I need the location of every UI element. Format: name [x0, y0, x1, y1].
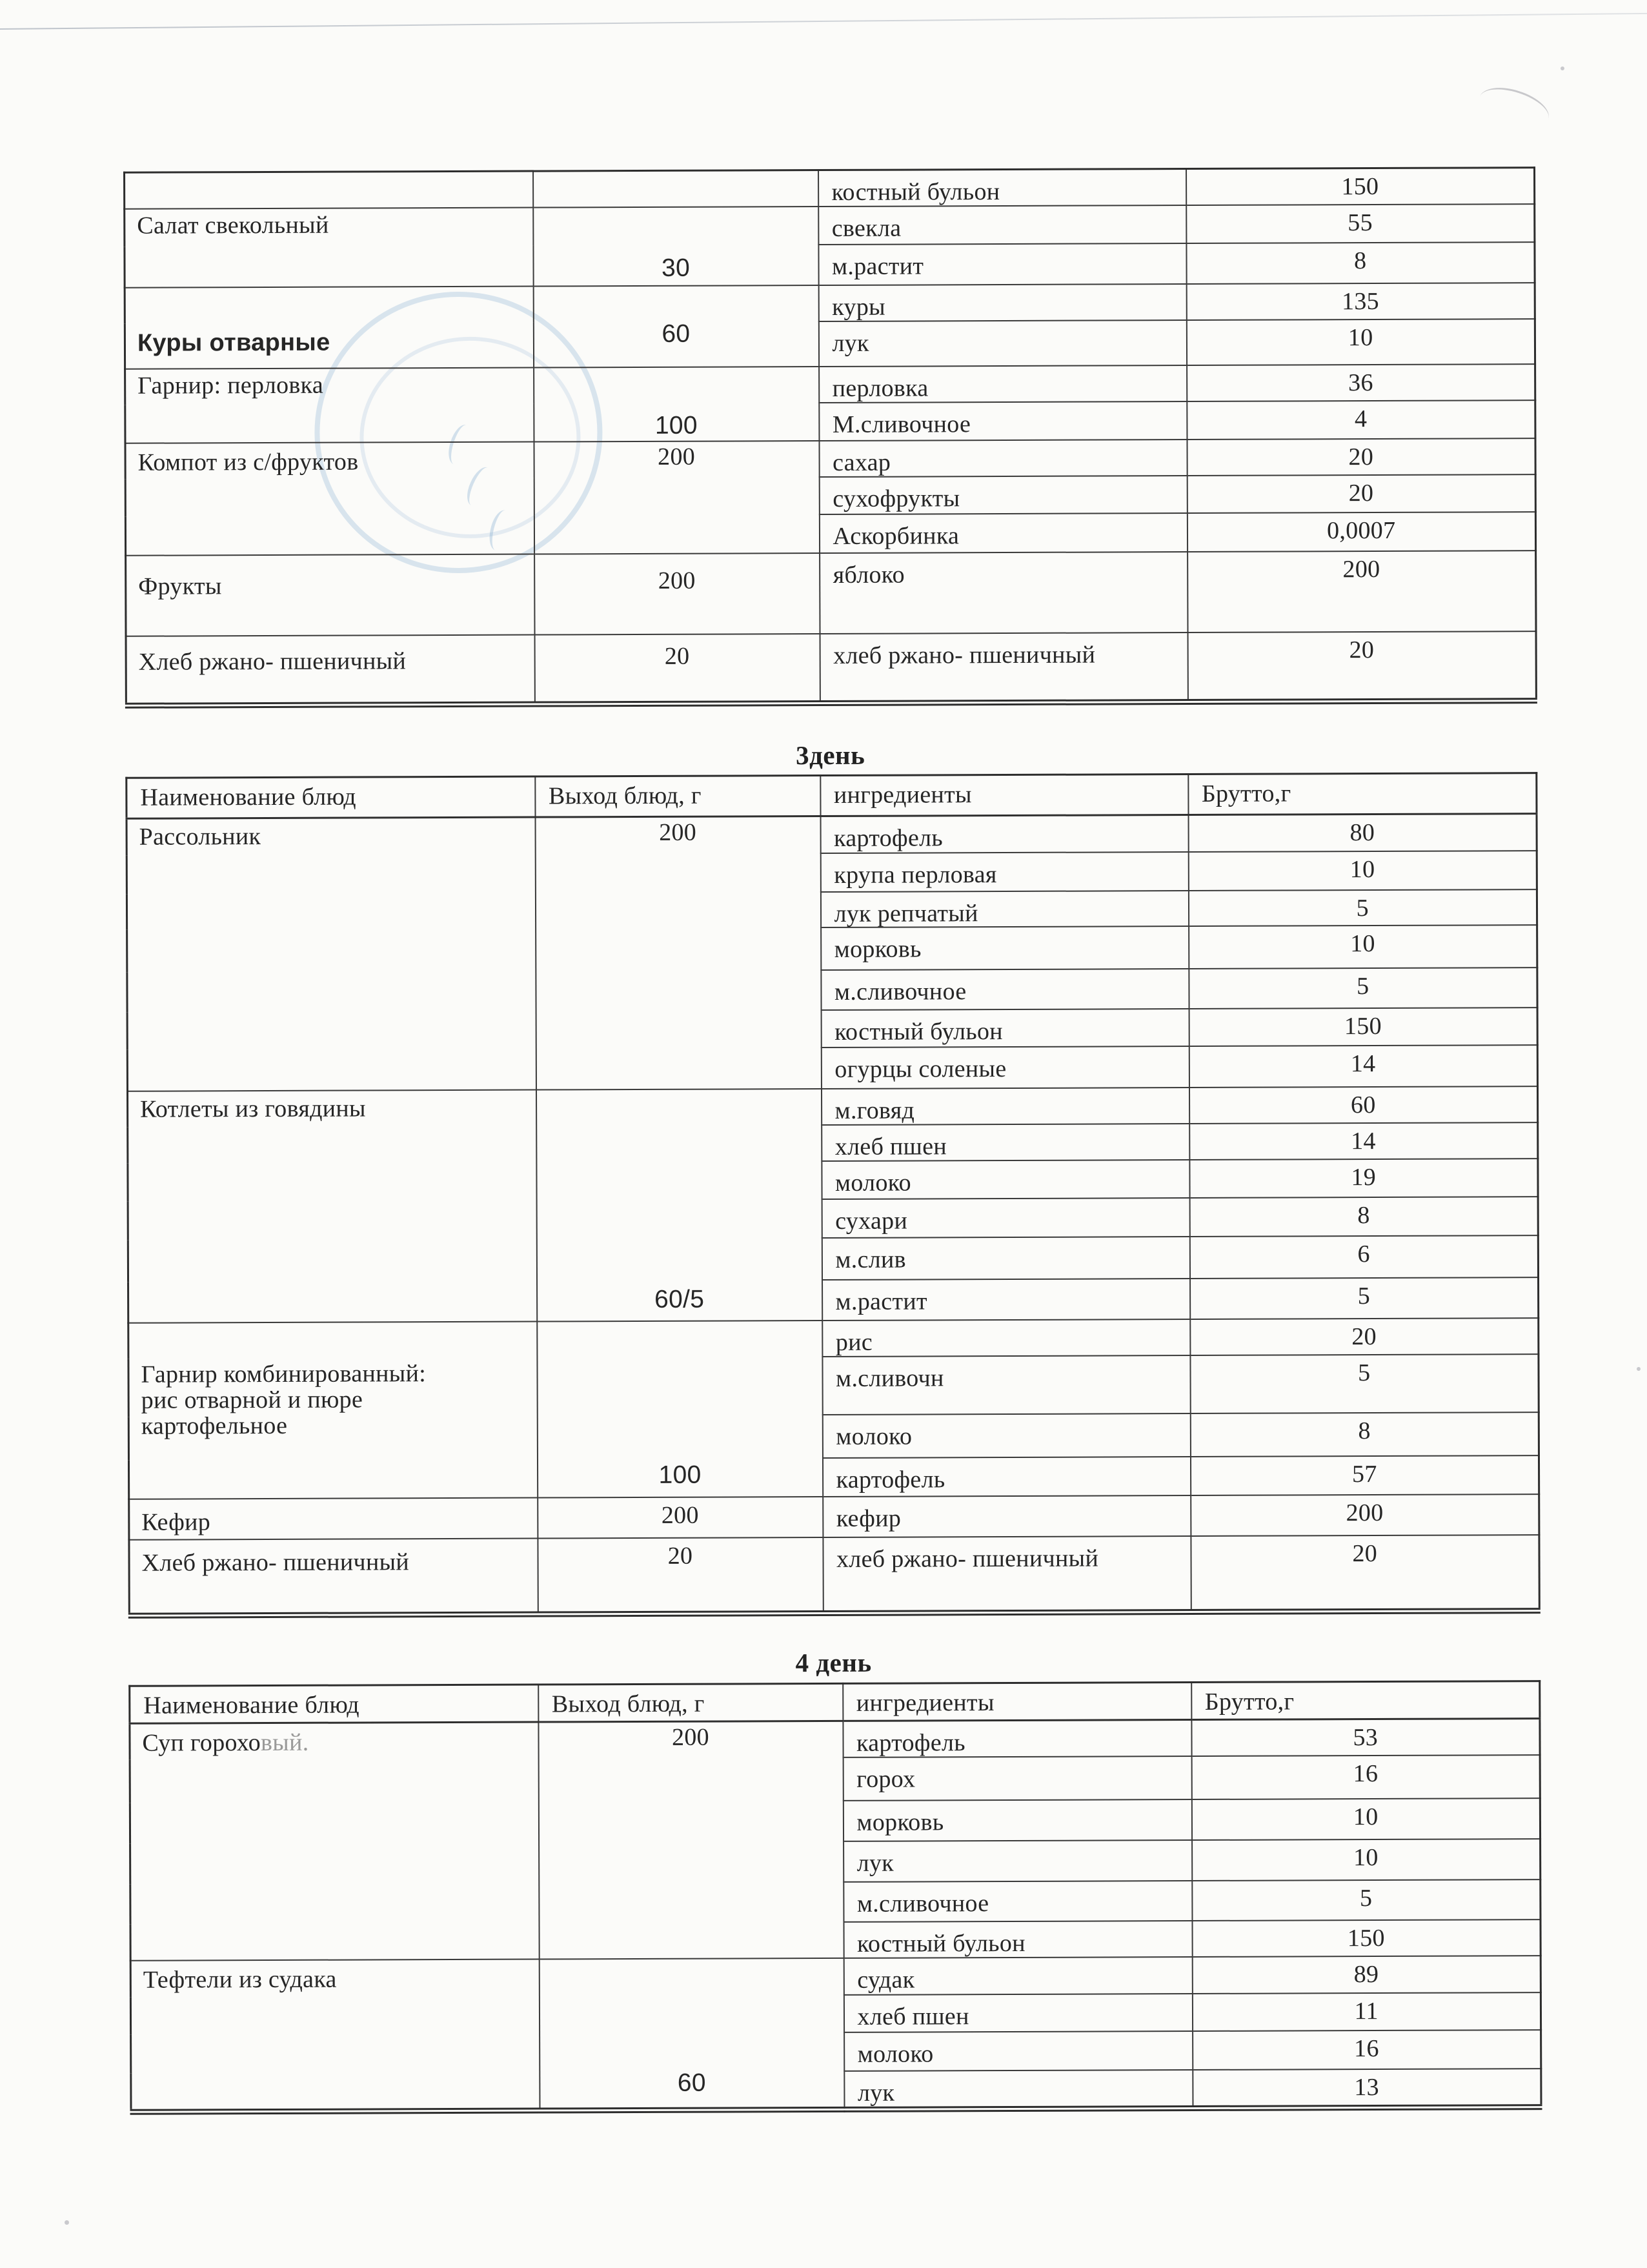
ingredient-cell	[818, 169, 1186, 207]
day-title: 4 день	[795, 1647, 872, 1678]
table-row	[130, 1719, 1540, 1760]
value-cell	[1192, 1992, 1541, 2031]
output-value: 20	[667, 1542, 693, 1570]
output-value: 200	[671, 1723, 710, 1751]
ingredient-name: м.сливочн	[835, 1364, 944, 1393]
ingredient-cell	[818, 205, 1186, 245]
brutto-value: 135	[1341, 287, 1380, 316]
ingredient-cell	[818, 320, 1186, 367]
dish-cell	[126, 554, 534, 636]
ingredient-cell	[820, 852, 1188, 892]
ingredient-name: хлеб ржано- пшеничный	[836, 1544, 1099, 1574]
value-cell	[1186, 204, 1535, 243]
column-header: Выход блюд, г	[538, 1683, 843, 1722]
output-value: 60	[677, 2069, 706, 2097]
brutto-value: 20	[1351, 1323, 1377, 1351]
brutto-value: 16	[1354, 2034, 1379, 2062]
dish-name: Гарнир: перловка	[137, 371, 324, 400]
value-cell	[1189, 1087, 1537, 1124]
ingredient-cell	[818, 243, 1186, 285]
value-cell	[1190, 1277, 1539, 1319]
brutto-value: 60	[1350, 1091, 1376, 1119]
ingredient-name: свекла	[831, 214, 902, 242]
output-cell	[533, 207, 818, 287]
dish-cell	[125, 207, 533, 287]
dish-cell	[125, 171, 533, 209]
dish-name: Салат свекольный	[137, 211, 329, 239]
value-cell	[1188, 889, 1537, 927]
ingredient-name: костный бульон	[857, 1929, 1026, 1958]
brutto-value: 16	[1353, 1759, 1379, 1788]
column-header: Выход блюд, г	[535, 776, 820, 818]
scan-speck	[65, 2220, 69, 2225]
brutto-value: 57	[1351, 1461, 1377, 1488]
output-value: 100	[658, 1461, 702, 1490]
dish-cell	[128, 1322, 538, 1499]
table-row	[129, 1535, 1539, 1615]
value-cell	[1190, 1354, 1539, 1413]
ingredient-name: сухари	[835, 1207, 908, 1235]
output-cell	[538, 1497, 823, 1539]
value-cell	[1186, 242, 1535, 284]
ingredient-name: сахар	[833, 449, 891, 476]
ingredient-cell	[819, 476, 1187, 514]
brutto-value: 10	[1353, 1843, 1379, 1872]
brutto-value: 200	[1342, 555, 1380, 583]
output-cell	[536, 1089, 822, 1321]
output-cell	[533, 285, 818, 367]
ingredient-cell	[822, 1198, 1189, 1238]
ingredient-cell	[822, 1160, 1189, 1199]
value-cell	[1192, 1839, 1541, 1881]
output-cell	[533, 170, 818, 208]
ingredient-name: картофель	[834, 824, 944, 852]
dish-cell	[125, 367, 534, 443]
table-row	[125, 438, 1535, 480]
brutto-value: 5	[1358, 1359, 1371, 1387]
ingredient-cell	[844, 2031, 1193, 2071]
ingredient-cell	[821, 969, 1189, 1010]
ingredient-name: рис	[835, 1329, 873, 1357]
dish-name: Кефир	[141, 1508, 211, 1536]
ingredient-cell	[821, 1046, 1189, 1089]
menu-table-t1	[123, 167, 1537, 709]
value-cell	[1191, 1755, 1540, 1799]
ingredient-name: М.сливочное	[832, 410, 971, 438]
column-header: Брутто,г	[1191, 1681, 1540, 1720]
value-cell	[1189, 926, 1537, 969]
value-cell	[1191, 1535, 1539, 1612]
ingredient-name: хлеб ржано- пшеничный	[833, 641, 1096, 669]
dish-cell	[126, 817, 536, 1091]
dish-name: Хлеб ржано- пшеничный	[141, 1548, 410, 1577]
ingredient-cell	[819, 440, 1187, 477]
ingredient-cell	[820, 552, 1187, 634]
menu-table-t3	[128, 1680, 1542, 2114]
ingredient-name: лук	[857, 2079, 895, 2107]
ingredient-cell	[823, 1495, 1191, 1537]
dish-name: Хлеб ржано- пшеничный	[138, 647, 407, 676]
brutto-value: 20	[1348, 443, 1374, 471]
value-cell	[1189, 968, 1537, 1009]
value-cell	[1189, 1235, 1538, 1279]
ingredient-name: м.говяд	[834, 1097, 915, 1125]
column-header: Наименование блюд	[126, 776, 535, 818]
ingredient-cell	[820, 815, 1188, 853]
value-cell	[1189, 1122, 1538, 1160]
ingredient-name: м.слив	[835, 1246, 906, 1274]
dish-cell	[130, 1959, 540, 2112]
ingredient-name: сухофрукты	[833, 484, 960, 512]
ingredient-name: картофель	[836, 1466, 945, 1494]
ingredient-cell	[844, 1881, 1192, 1922]
output-value: 200	[658, 567, 696, 594]
brutto-value: 89	[1353, 1960, 1379, 1988]
header-row	[126, 773, 1537, 819]
ingredient-name: крупа перловая	[834, 860, 997, 889]
dish-name: Котлеты из говядины	[140, 1095, 366, 1124]
output-value: 60	[662, 319, 691, 348]
table-row	[125, 204, 1535, 247]
table-row	[126, 814, 1537, 856]
brutto-value: 5	[1357, 1282, 1371, 1310]
value-cell	[1192, 1919, 1541, 1957]
ingredient-cell	[843, 1799, 1191, 1841]
ingredient-cell	[820, 633, 1187, 704]
dish-cell	[126, 634, 534, 705]
dish-name: Суп горохо	[142, 1729, 261, 1757]
header-row	[130, 1681, 1540, 1724]
ingredient-cell	[822, 1279, 1190, 1321]
table-row	[125, 283, 1535, 324]
table-row	[129, 1494, 1539, 1540]
ingredient-name: молоко	[836, 1423, 913, 1451]
output-cell	[538, 1537, 823, 1614]
brutto-value: 55	[1348, 208, 1373, 237]
brutto-value: 8	[1358, 1417, 1371, 1445]
ingredient-cell	[819, 401, 1187, 441]
ingredient-cell	[818, 284, 1186, 321]
dish-name-faded: вый.	[260, 1728, 309, 1757]
dish-name: Куры отварные	[137, 329, 330, 357]
output-cell	[537, 1321, 823, 1497]
output-cell	[534, 441, 820, 554]
output-value: 200	[658, 443, 696, 471]
output-value: 20	[664, 642, 690, 670]
brutto-value: 20	[1349, 636, 1375, 663]
value-cell	[1187, 438, 1535, 476]
brutto-value: 150	[1344, 1013, 1382, 1040]
value-cell	[1186, 319, 1535, 365]
ingredient-name: лук	[832, 329, 869, 357]
brutto-value: 4	[1354, 405, 1368, 432]
brutto-value: 14	[1350, 1050, 1376, 1078]
brutto-value: 150	[1347, 1924, 1385, 1952]
brutto-value: 14	[1351, 1128, 1376, 1155]
ingredient-name: яблоко	[833, 561, 905, 589]
output-cell	[534, 634, 820, 705]
brutto-value: 8	[1357, 1202, 1370, 1230]
ingredient-cell	[820, 891, 1188, 928]
day-title: 3день	[795, 740, 865, 771]
brutto-value: 150	[1341, 172, 1379, 201]
ingredient-cell	[821, 926, 1189, 970]
table-row	[130, 1956, 1541, 1998]
value-cell	[1192, 1879, 1541, 1921]
value-cell	[1187, 551, 1536, 633]
ingredient-name: хлеб пшен	[834, 1133, 947, 1161]
brutto-value: 20	[1348, 479, 1374, 507]
ingredient-name: огурцы соленые	[834, 1055, 1007, 1084]
brutto-value: 10	[1348, 323, 1373, 351]
menu-table-t2	[125, 772, 1541, 1618]
ingredient-name: горох	[856, 1765, 916, 1793]
table-row	[128, 1318, 1539, 1359]
table-row	[127, 1087, 1537, 1128]
ingredient-cell	[821, 1009, 1189, 1048]
ingredient-name: морковь	[834, 935, 922, 964]
ingredient-name: м.сливочное	[834, 978, 967, 1006]
dish-cell	[130, 1722, 539, 1960]
brutto-value: 80	[1349, 819, 1375, 847]
ingredient-cell	[844, 1921, 1192, 1958]
ingredient-cell	[819, 365, 1187, 403]
ingredient-name: картофель	[856, 1729, 965, 1757]
ingredient-cell	[821, 1088, 1189, 1125]
ingredient-cell	[843, 1720, 1191, 1757]
dish-name: Рассольник	[139, 823, 261, 851]
scan-speck	[1561, 66, 1564, 70]
brutto-value: 20	[1352, 1540, 1378, 1568]
output-value: 30	[661, 254, 691, 282]
table-row	[126, 631, 1536, 706]
brutto-value: 5	[1356, 894, 1369, 922]
ingredient-cell	[822, 1457, 1190, 1497]
value-cell	[1192, 1956, 1541, 1994]
column-header: Наименование блюд	[130, 1685, 538, 1723]
brutto-value: 6	[1357, 1240, 1370, 1268]
output-value: 200	[661, 1501, 699, 1530]
ingredient-cell	[822, 1355, 1190, 1415]
value-cell	[1186, 168, 1535, 205]
value-cell	[1190, 1318, 1539, 1355]
ingredient-cell	[822, 1413, 1190, 1458]
ingredient-cell	[822, 1319, 1190, 1357]
dish-cell	[125, 441, 534, 555]
value-cell	[1190, 1412, 1539, 1457]
value-cell	[1189, 1159, 1538, 1198]
ingredient-name: молоко	[834, 1169, 911, 1197]
value-cell	[1190, 1455, 1539, 1495]
ingredient-cell	[823, 1536, 1191, 1613]
table-row	[126, 551, 1536, 636]
ingredient-name: морковь	[856, 1808, 944, 1836]
brutto-value: 10	[1350, 930, 1375, 958]
dish-cell	[127, 1090, 536, 1323]
output-cell	[535, 816, 821, 1090]
brutto-value: 10	[1349, 855, 1375, 883]
dish-name: Компот из с/фруктов	[137, 448, 359, 476]
brutto-value: 10	[1353, 1803, 1379, 1831]
brutto-value: 11	[1354, 1997, 1379, 2025]
value-cell	[1191, 1494, 1539, 1536]
dish-name: Тефтели из судака	[143, 1965, 337, 1994]
value-cell	[1187, 512, 1535, 552]
output-cell	[534, 367, 819, 441]
brutto-value: 8	[1354, 247, 1367, 275]
ingredient-name: молоко	[857, 2040, 934, 2068]
dish-name: Фрукты	[138, 572, 222, 600]
ingredient-name: хлеб пшен	[857, 2003, 969, 2030]
value-cell	[1189, 1197, 1538, 1237]
brutto-value: 36	[1348, 369, 1373, 396]
ingredient-cell	[822, 1237, 1189, 1280]
ingredient-name: м.растит	[831, 252, 924, 280]
value-cell	[1188, 851, 1537, 891]
ingredient-cell	[822, 1124, 1189, 1161]
value-cell	[1191, 1798, 1540, 1840]
ingredient-name: судак	[857, 1966, 915, 1994]
ingredient-name: кефир	[836, 1504, 902, 1533]
brutto-value: 19	[1351, 1164, 1377, 1191]
dish-cell	[125, 286, 533, 369]
brutto-value: 5	[1359, 1884, 1373, 1912]
dish-cell	[129, 1498, 538, 1540]
brutto-value: 53	[1353, 1724, 1379, 1752]
ingredient-cell	[844, 1994, 1192, 2032]
column-header: Брутто,г	[1188, 773, 1537, 815]
ingredient-name: перловка	[832, 374, 929, 402]
ingredient-name: лук репчатый	[834, 899, 978, 927]
ingredient-name: лук	[856, 1849, 894, 1877]
value-cell	[1189, 1008, 1537, 1047]
ingredient-cell	[819, 513, 1187, 553]
ingredient-name: Аскорбинка	[833, 521, 960, 550]
value-cell	[1187, 631, 1536, 702]
ingredient-name: костный бульон	[834, 1018, 1003, 1046]
table-row	[125, 364, 1535, 405]
ingredient-cell	[843, 1756, 1191, 1801]
brutto-value: 13	[1354, 2073, 1380, 2101]
ingredient-cell	[844, 1957, 1192, 1995]
value-cell	[1188, 814, 1537, 852]
column-header: ингредиенты	[820, 775, 1188, 816]
ingredient-name: куры	[832, 293, 885, 321]
output-value: 100	[654, 411, 698, 440]
value-cell	[1187, 364, 1535, 401]
value-cell	[1187, 474, 1535, 513]
dish-name: Гарнир комбинированный: рис отварной и пюре картофельное	[141, 1360, 427, 1440]
scan-speck	[1637, 1367, 1641, 1371]
table-row	[125, 168, 1535, 209]
ingredient-name: м.растит	[835, 1288, 927, 1316]
brutto-value: 200	[1346, 1499, 1384, 1527]
ingredient-cell	[844, 1840, 1192, 1882]
value-cell	[1186, 283, 1535, 320]
value-cell	[1187, 400, 1535, 440]
output-value: 200	[659, 818, 697, 846]
dish-cell	[129, 1539, 538, 1615]
output-cell	[539, 1958, 844, 2111]
value-cell	[1191, 1719, 1540, 1756]
value-cell	[1193, 2069, 1541, 2108]
ingredient-name: м.сливочное	[856, 1890, 989, 1918]
output-cell	[534, 553, 820, 635]
value-cell	[1189, 1046, 1537, 1088]
column-header: ингредиенты	[843, 1683, 1191, 1721]
ingredient-cell	[844, 2070, 1193, 2109]
brutto-value: 5	[1356, 973, 1369, 1000]
value-cell	[1193, 2030, 1541, 2070]
ingredient-name: костный бульон	[831, 178, 1000, 206]
brutto-value: 0,0007	[1326, 516, 1396, 544]
output-cell	[538, 1721, 844, 1959]
output-value: 60/5	[654, 1286, 705, 1314]
